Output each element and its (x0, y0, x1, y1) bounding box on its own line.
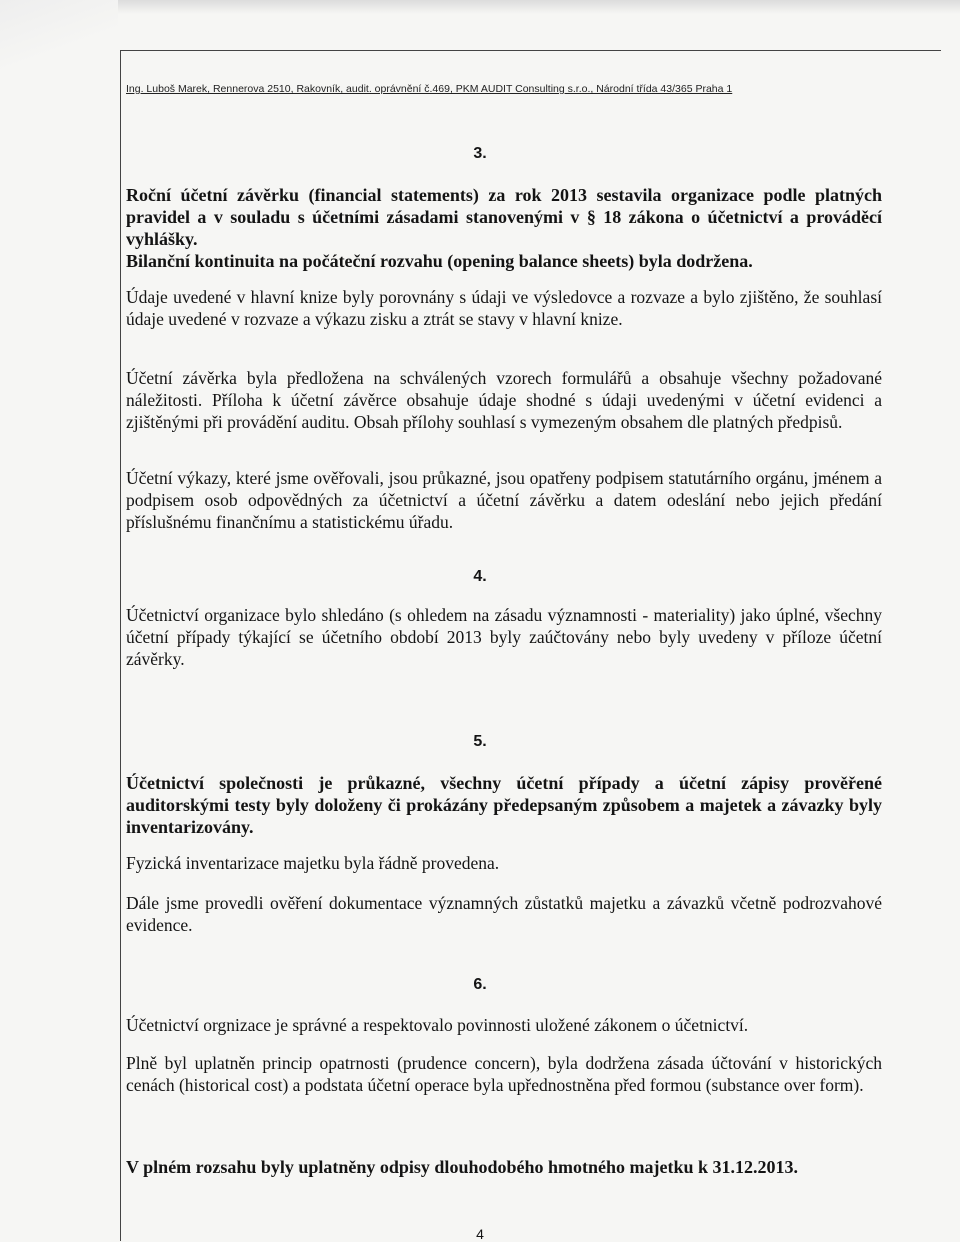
scan-shadow (0, 0, 118, 80)
section-number-5: 5. (473, 733, 487, 750)
paragraph-balance-continuity: Bilanční kontinuita na počáteční rozvahu (opening balance sheets) byla dodržena. (126, 251, 753, 271)
paragraph-balances: Dále jsme provedli ověření dokumentace významných zůstatků majetku a závazků včetně podrozvahové evidence. (126, 893, 882, 935)
paragraph-completeness: Účetnictví organizace bylo shledáno (s ohledem na zásadu významnosti - materiality) jako úplné, všechny účetní případy týkající se účetního období 2013 byly zaúčtovány nebo byly uvedeny v příloze účetní závěrky. (126, 605, 882, 669)
paragraph-general-ledger: Údaje uvedené v hlavní knize byly porovnány s údaji ve výsledovce a rozvaze a bylo zjištěno, že souhlasí údaje uvedené v rozvaze a výkazu zisku a ztrát se stavy v hlavní knize. (126, 287, 882, 329)
scan-edge (0, 0, 960, 14)
paragraph-statements-verified: Účetní výkazy, které jsme ověřovali, jsou průkazné, jsou opatřeny podpisem statutárního orgánu, jménem a podpisem osob odpovědných za účetnictví a účetní závěrku a datem odeslání nebo jejich předání příslušnému finančnímu a statistickému úřadu. (126, 468, 882, 532)
paragraph-forms: Účetní závěrka byla předložena na schválených vzorech formulářů a obsahuje všechny požadované náležitosti. Příloha k účetní závěrce obsahuje údaje shodné s údaji uvedenými v účetní evidenci a zjištěnými při provádění auditu. Obsah přílohy souhlasí s vymezeným obsahem dle platných předpisů. (126, 368, 882, 432)
page-header: Ing. Luboš Marek, Rennerova 2510, Rakovník, audit. oprávnění č.469, PKM AUDIT Consulting s.r.o., Národní třída 43/365 Praha 1 (126, 83, 733, 95)
section-number-4: 4. (473, 568, 487, 585)
paragraph-law-compliance: Účetnictví orgnizace je správné a respektovalo povinnosti uložené zákonem o účetnictví. (126, 1015, 749, 1035)
paragraph-inventory: Fyzická inventarizace majetku byla řádně provedena. (126, 853, 500, 873)
paragraph-audit-tests: Účetnictví společnosti je průkazné, všechny účetní případy a účetní zápisy prověřené auditorskými testy byly doloženy či prokázány předepsaným způsobem a majetek a závazky byly inventarizovány. (126, 773, 882, 837)
paragraph-financial-statements: Roční účetní závěrku (financial statements) za rok 2013 sestavila organizace podle platných pravidel a v souladu s účetními zásadami stanovenými v § 18 zákona o účetnictví a prováděcí vyhlášky. (126, 185, 882, 249)
paragraph-depreciation: V plném rozsahu byly uplatněny odpisy dlouhodobého hmotného majetku k 31.12.2013. (126, 1157, 798, 1177)
paragraph-prudence: Plně byl uplatněn princip opatrnosti (prudence concern), byla dodržena zásada účtování v historických cenách (historical cost) a podstata účetní operace byla upřednostněna před formou (substance over form). (126, 1053, 882, 1095)
section-number-3: 3. (473, 145, 487, 162)
section-number-6: 6. (473, 976, 487, 993)
page-number: 4 (476, 1226, 484, 1242)
